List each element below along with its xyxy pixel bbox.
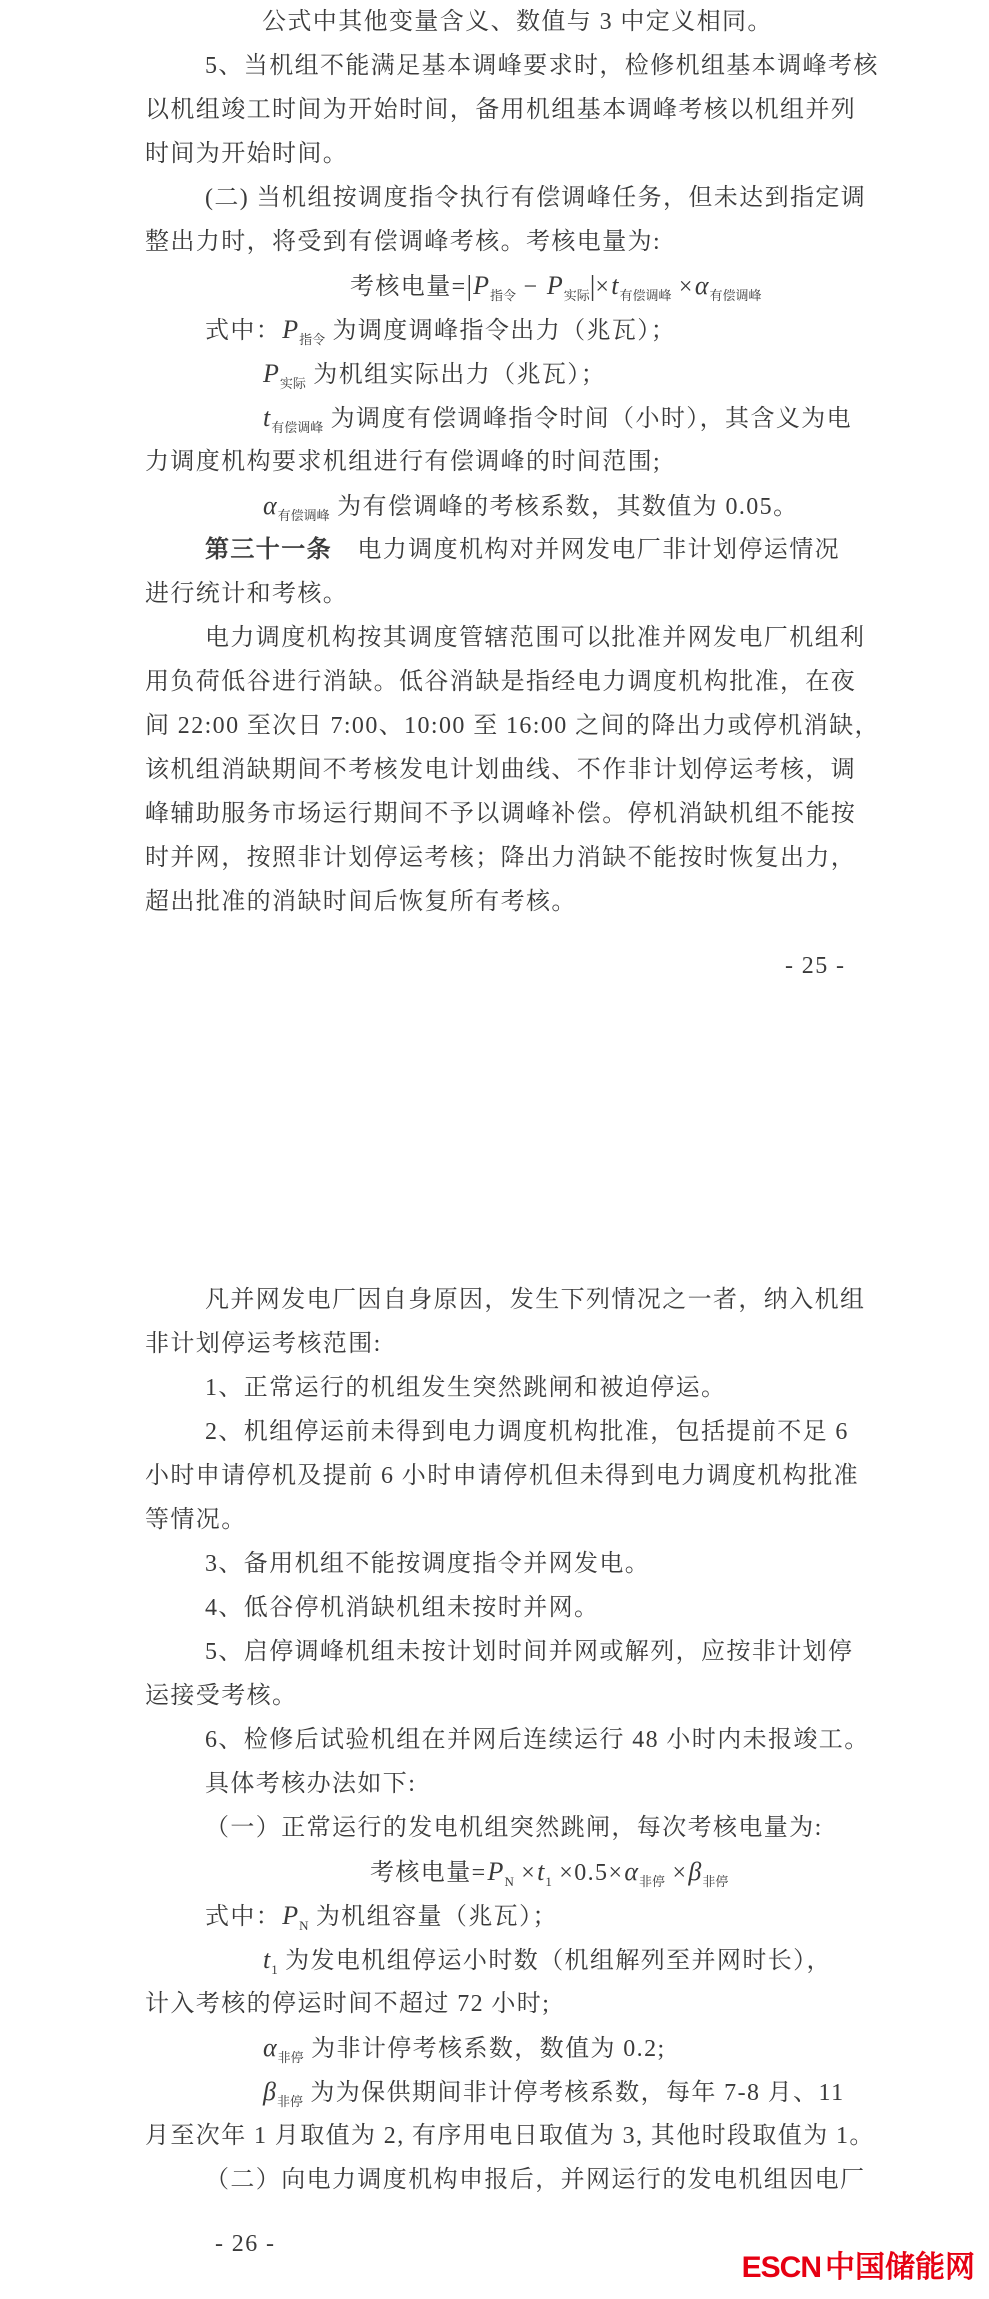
text-line: 间 22:00 至次日 7:00、10:00 至 16:00 之间的降出力或停机消缺， — [145, 713, 880, 739]
text-line: 式中：$P_N$ 为机组容量（兆瓦）； — [205, 1901, 558, 1933]
formula-paid-peak-assessment: 考核电量$=|P_{指令} - P_{实际}|\times t_{有偿调峰} \times\alpha_{有偿调峰}$ — [350, 271, 762, 303]
text-line: 进行统计和考核。 — [145, 581, 349, 607]
text-line: 整出力时，将受到有偿调峰考核。考核电量为: — [145, 229, 662, 255]
page-26 — [0, 1278, 989, 2266]
text-line: （一）正常运行的发电机组突然跳闸，每次考核电量为: — [205, 1815, 823, 1841]
text-line: 式中：$P_{指令}$ 为调度调峰指令出力（兆瓦）； — [205, 315, 677, 347]
text-line: 6、检修后试验机组在并网后连续运行 48 小时内未报竣工。 — [205, 1727, 870, 1753]
text-line: 2、机组停运前未得到电力调度机构批准，包括提前不足 6 — [205, 1419, 849, 1445]
text-line: 5、启停调峰机组未按计划时间并网或解列，应按非计划停 — [205, 1639, 854, 1665]
text-line: 4、低谷停机消缺机组未按时并网。 — [205, 1595, 600, 1621]
text-line: $P_{实际}$ 为机组实际出力（兆瓦）； — [263, 359, 607, 391]
formula-trip-assessment: 考核电量$=P_N \times t_1 \times 0.5\times\alpha_{非停} \times\beta_{非停}$ — [370, 1857, 729, 1889]
text-line: 运接受考核。 — [145, 1683, 298, 1709]
text-line: 用负荷低谷进行消缺。低谷消缺是指经电力调度机构批准，在夜 — [145, 669, 857, 695]
text-line: 公式中其他变量含义、数值与 3 中定义相同。 — [262, 9, 773, 35]
text-line: 凡并网发电厂因自身原因，发生下列情况之一者，纳入机组 — [205, 1287, 866, 1313]
text-line: 时并网，按照非计划停运考核；降出力消缺不能按时恢复出力， — [145, 845, 857, 871]
text-line: 计入考核的停运时间不超过 72 小时; — [145, 1991, 551, 2017]
text-line: 5、当机组不能满足基本调峰要求时，检修机组基本调峰考核 — [205, 53, 879, 79]
text-line: $\alpha_{非停}$ 为非计停考核系数，数值为 0.2; — [263, 2033, 666, 2065]
text-line-article-31: 第三十一条 电力调度机构对并网发电厂非计划停运情况 — [205, 537, 840, 563]
text-line: $\alpha_{有偿调峰}$ 为有偿调峰的考核系数，其数值为 0.05。 — [263, 491, 799, 523]
text-line: 小时申请停机及提前 6 小时申请停机但未得到电力调度机构批准 — [145, 1463, 859, 1489]
text-line: （二）向电力调度机构申报后，并网运行的发电机组因电厂 — [205, 2167, 866, 2193]
text-line: 月至次年 1 月取值为 2, 有序用电日取值为 3, 其他时段取值为 1。 — [145, 2123, 875, 2149]
text-line: 非计划停运考核范围: — [145, 1331, 382, 1357]
text-line: 力调度机构要求机组进行有偿调峰的时间范围; — [145, 449, 662, 475]
page-number: - 26 - — [215, 2231, 276, 2257]
text-line: 具体考核办法如下: — [205, 1771, 417, 1797]
escn-logo-cjk: 中国储能网 — [825, 2251, 975, 2284]
text-line: $t_1$ 为发电机组停运小时数（机组解列至并网时长）， — [263, 1945, 832, 1977]
text-line: $t_{有偿调峰}$ 为调度有偿调峰指令时间（小时），其含义为电 — [263, 403, 853, 435]
text-line: $\beta_{非停}$ 为为保供期间非计停考核系数，每年 7-8 月、11 — [263, 2077, 845, 2109]
text-line: (二) 当机组按调度指令执行有偿调峰任务，但未达到指定调 — [205, 185, 867, 211]
text-line: 时间为开始时间。 — [145, 141, 349, 167]
text-line: 以机组竣工时间为开始时间，备用机组基本调峰考核以机组并列 — [145, 97, 857, 123]
text-line: 等情况。 — [145, 1507, 247, 1533]
text-line: 该机组消缺期间不考核发电计划曲线、不作非计划停运考核，调 — [145, 757, 857, 783]
text-line: 超出批准的消缺时间后恢复所有考核。 — [145, 889, 577, 915]
text-line: 3、备用机组不能按调度指令并网发电。 — [205, 1551, 651, 1577]
page-25 — [0, 0, 989, 988]
text-line: 电力调度机构按其调度管辖范围可以批准并网发电厂机组利 — [205, 625, 866, 651]
page-25-text — [0, 0, 989, 924]
page-26-text — [0, 1278, 989, 2202]
text-line: 1、正常运行的机组发生突然跳闸和被迫停运。 — [205, 1375, 727, 1401]
escn-logo — [742, 2242, 975, 2286]
text-line: 峰辅助服务市场运行期间不予以调峰补偿。停机消缺机组不能按 — [145, 801, 857, 827]
escn-logo-latin: ESCN — [741, 2251, 821, 2284]
page-number: - 25 - — [785, 953, 846, 979]
